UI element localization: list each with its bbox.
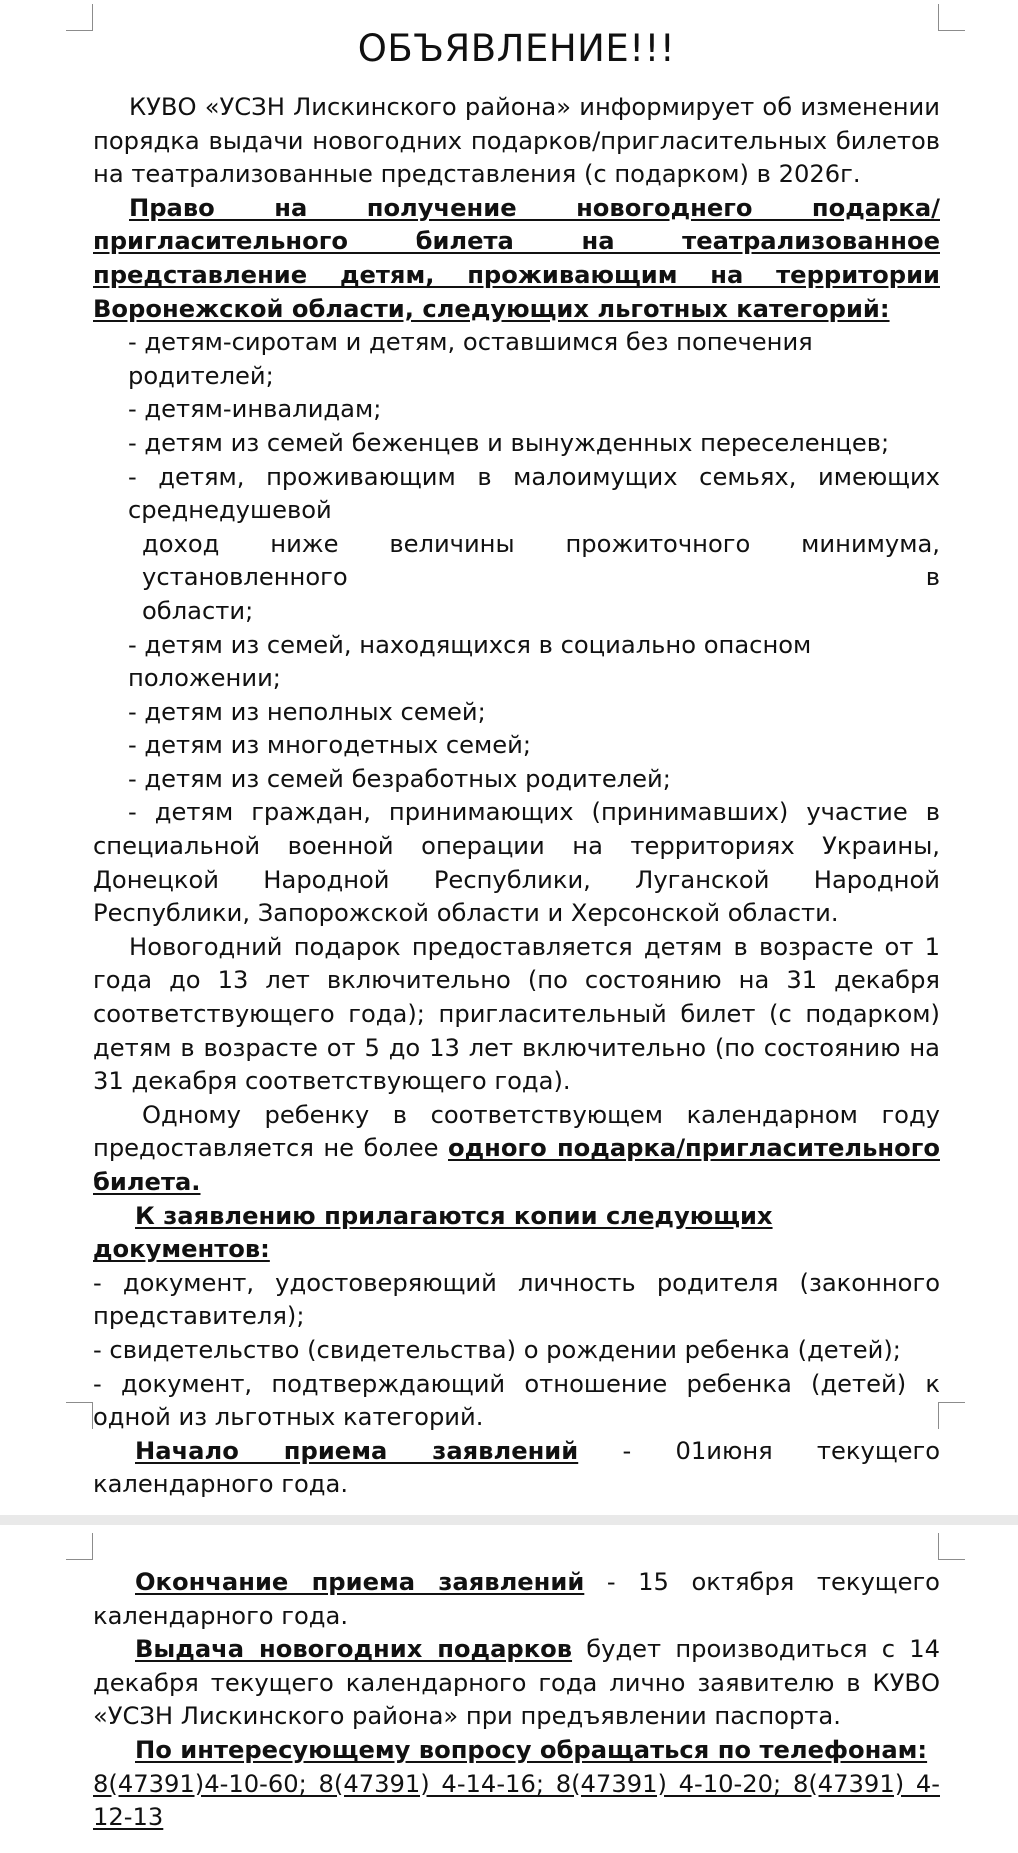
category-item: - детям из семей, находящихся в социально опасном положении; [128, 630, 812, 693]
category-item: - детям, проживающим в малоимущих семьях, имеющих среднедушевой [128, 462, 940, 525]
application-end-label: Окончание приема заявлений [135, 1568, 585, 1596]
page-corner-mark [66, 1533, 93, 1560]
one-gift-paragraph [93, 1099, 940, 1200]
gift-issue-label: Выдача новогодних подарков [135, 1635, 573, 1664]
category-item: - детям граждан, принимающих (принимавших) участие в специальной военной операции на территориях Украины, Донецкой Народной Республики, Луганской Народной Республики, Запорожской области и Херсонской области. [93, 798, 940, 928]
category-item: - детям из семей беженцев и вынужденных переселенцев; [128, 428, 890, 457]
category-item-continuation: области; [142, 596, 254, 625]
page-corner-mark [66, 1402, 93, 1429]
page-corner-mark [938, 4, 965, 31]
documents-heading: К заявлению прилагаются копии следующих документов: [93, 1201, 773, 1264]
category-item: - детям-инвалидам; [128, 395, 382, 424]
application-end-paragraph [93, 1566, 940, 1633]
application-start-paragraph [93, 1435, 940, 1502]
gift-issue-text: будет производиться с 14 декабря текущего календарного года лично заявителю в КУВО «УСЗН Лискинского района» при предъявлении паспорта. [93, 1635, 940, 1731]
document-page-2 [0, 1525, 1018, 1853]
announcement-body-continued [93, 1566, 940, 1835]
category-item: - детям-сиротам и детям, оставшимся без попечения родителей; [128, 328, 813, 390]
one-gift-text: Одному ребенку в соответствующем календарном году предоставляется не более [93, 1100, 940, 1163]
gift-issue-paragraph [93, 1633, 940, 1734]
intro-paragraph: КУВО «УСЗН Лискинского района» информирует об изменении порядка выдачи новогодних подарков/пригласительных билетов на театрализованные представления (с подарком) в 2026г. [93, 93, 940, 189]
one-gift-emphasis: одного подарка/пригласительного билета. [93, 1134, 940, 1196]
page-corner-mark [66, 4, 93, 31]
page-corner-mark [938, 1402, 965, 1429]
document-item: - документ, подтверждающий отношение ребенка (детей) к одной из льготных категорий. [93, 1369, 940, 1432]
application-start-date: - 01июня текущего календарного года. [93, 1436, 940, 1499]
category-item: - детям из семей безработных родителей; [128, 764, 671, 793]
document-item: - документ, удостоверяющий личность родителя (законного представителя); [93, 1268, 940, 1331]
category-item: - детям из многодетных семей; [128, 731, 532, 760]
category-item-continuation: доход ниже величины прожиточного минимума, установленного в [142, 529, 940, 592]
announcement-body [93, 91, 940, 1502]
application-end-date: - 15 октября текущего календарного года. [93, 1568, 940, 1630]
page-corner-mark [938, 1533, 965, 1560]
category-item: - детям из неполных семей; [128, 697, 486, 726]
document-item: - свидетельство (свидетельства) о рождении ребенка (детей); [93, 1335, 901, 1364]
age-paragraph: Новогодний подарок предоставляется детям в возрасте от 1 года до 13 лет включительно (по состоянию на 31 декабря соответствующего года); пригласительный билет (с подарком) детям в возрасте от 5 до 13 лет включительно (по состоянию на 31 декабря соответствующего года). [93, 932, 940, 1096]
eligibility-heading: Право на получение новогоднего подарка/пригласительного билета на театрализованное представление детям, проживающим на территории Воронежской области, следующих льготных категорий: [93, 193, 940, 323]
contacts-heading: По интересующему вопросу обращаться по телефонам: [135, 1735, 928, 1764]
announcement-title: ОБЪЯВЛЕНИЕ!!! [357, 27, 676, 70]
application-start-label: Начало приема заявлений [135, 1436, 579, 1465]
page-separator [0, 1515, 1018, 1525]
contact-phones: 8(47391)4-10-60; 8(47391) 4-14-16; 8(47391) 4-10-20; 8(47391) 4-12-13 [93, 1769, 940, 1832]
